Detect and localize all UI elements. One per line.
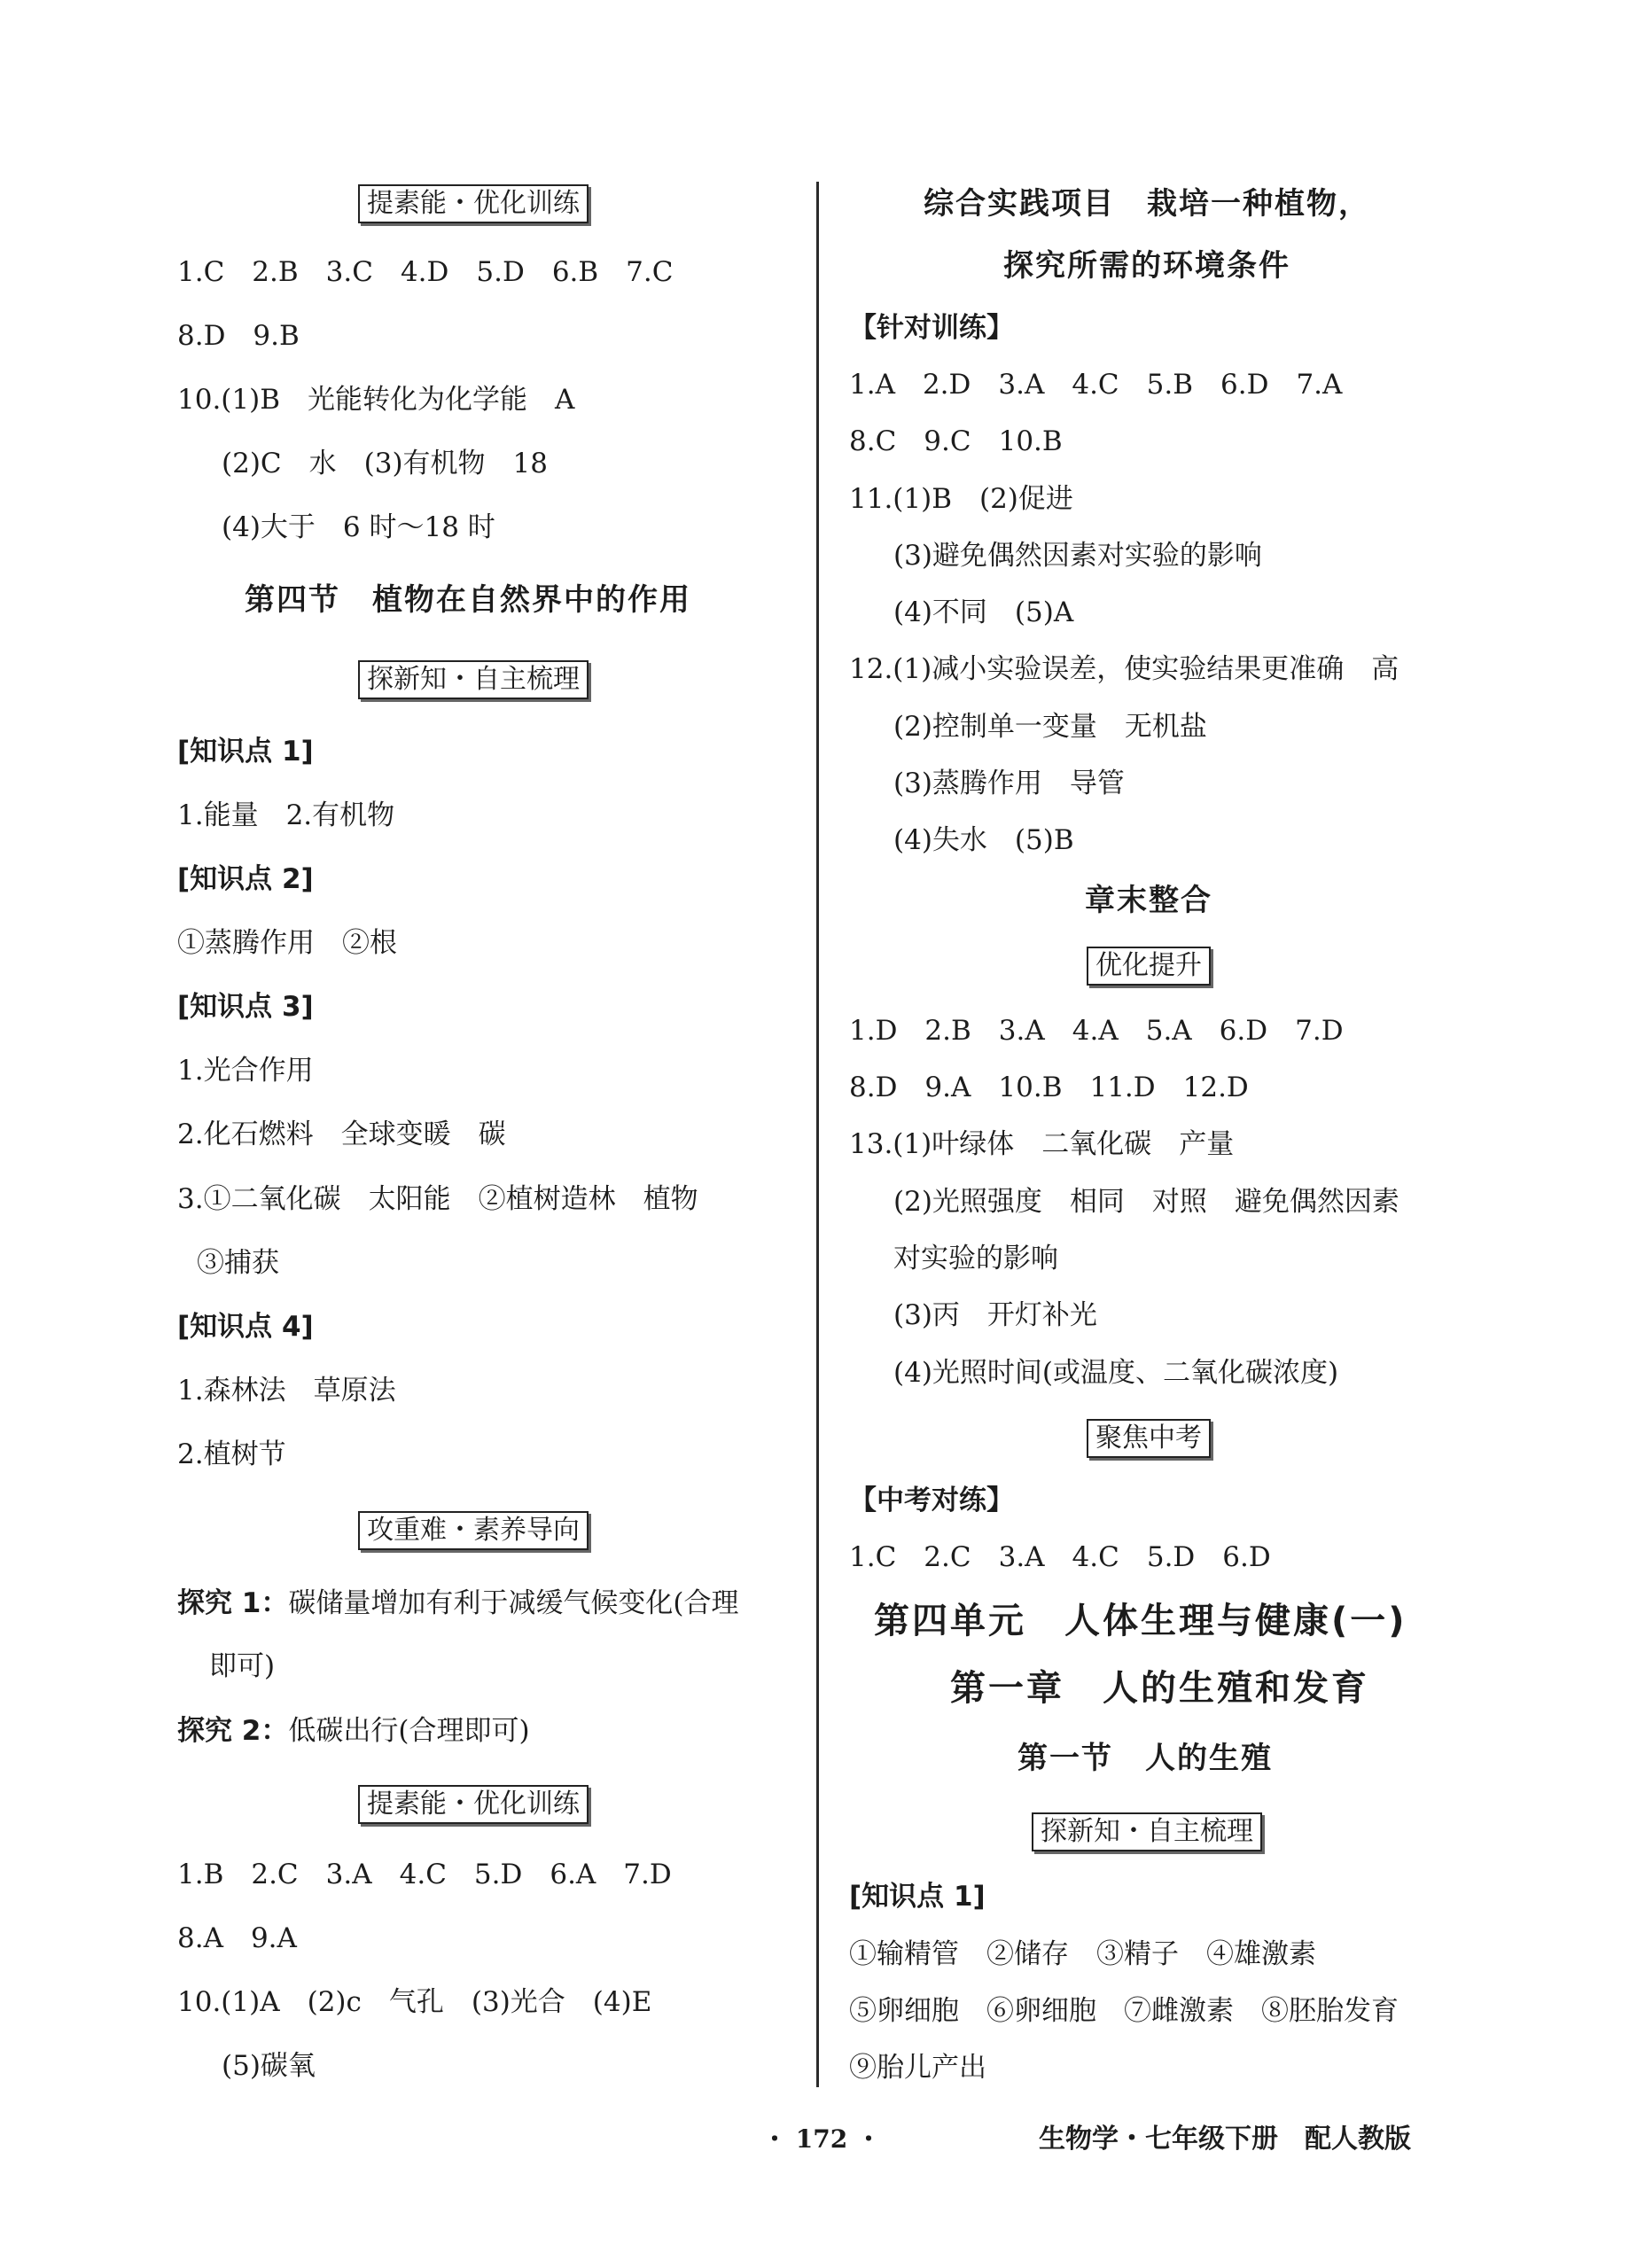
answer-line: 即可) [209, 1650, 276, 1682]
answer-line: (4)失水 (5)B [893, 824, 1074, 856]
chapter-title: 第一章 人的生殖和发育 [950, 1667, 1369, 1709]
section-box-practice: 提素能・优化训练 [358, 1785, 589, 1824]
answer-line: 1.森林法 草原法 [177, 1375, 396, 1407]
exam-practice-label: 【中考对练】 [849, 1485, 1014, 1516]
answer-line: ⑨胎儿产出 [849, 2052, 986, 2084]
explore-text: 低碳出行(合理即可) [288, 1715, 530, 1747]
answer-line: (2)光照强度 相同 对照 避免偶然因素 [893, 1186, 1399, 1218]
answer-line: 1.C 2.B 3.C 4.D 5.D 6.B 7.C [177, 256, 674, 288]
unit-title: 第四单元 人体生理与健康(一) [874, 1601, 1407, 1641]
answer-line: 8.D 9.B [177, 320, 300, 352]
answer-line: (4)光照时间(或温度、二氧化碳浓度) [893, 1357, 1339, 1389]
section-box-improve: 优化提升 [1087, 947, 1211, 986]
column-divider [816, 182, 819, 2087]
answer-line: (3)丙 开灯补光 [893, 1299, 1097, 1331]
answer-line: 8.A 9.A [177, 1922, 297, 1954]
section-box-exam-focus: 聚焦中考 [1087, 1419, 1211, 1458]
explore-label: 探究 2： [177, 1715, 289, 1747]
answer-line: ③捕获 [197, 1247, 279, 1279]
answer-line: 对实验的影响 [893, 1243, 1058, 1274]
answer-line: 8.C 9.C 10.B [849, 425, 1063, 457]
knowledge-point-label: [知识点 1] [849, 1881, 986, 1913]
answer-line: 1.A 2.D 3.A 4.C 5.B 6.D 7.A [849, 369, 1343, 401]
section-box-new-knowledge: 探新知・自主梳理 [358, 660, 589, 699]
explore-line [177, 1713, 530, 1749]
answer-line: 13.(1)叶绿体 二氧化碳 产量 [849, 1128, 1235, 1160]
answer-line: 8.D 9.A 10.B 11.D 12.D [849, 1072, 1249, 1103]
answer-line: 1.D 2.B 3.A 4.A 5.A 6.D 7.D [849, 1015, 1344, 1047]
explore-label: 探究 1： [177, 1587, 289, 1619]
section-title: 第四节 植物在自然界中的作用 [245, 582, 691, 618]
project-title-line1: 综合实践项目 栽培一种植物， [924, 186, 1370, 222]
answer-line: (2)控制单一变量 无机盐 [893, 711, 1207, 743]
answer-line: (5)碳氧 [222, 2050, 316, 2082]
explore-line [177, 1586, 738, 1621]
answer-line: 3.①二氧化碳 太阳能 ②植树造林 植物 [177, 1183, 698, 1215]
knowledge-point-label: [知识点 2] [177, 863, 314, 895]
answer-line: 1.光合作用 [177, 1055, 314, 1087]
answer-line: ⑤卵细胞 ⑥卵细胞 ⑦雌激素 ⑧胚胎发育 [849, 1995, 1399, 2027]
answer-line: (3)避免偶然因素对实验的影响 [893, 540, 1262, 572]
answer-line: ①蒸腾作用 ②根 [177, 927, 397, 959]
answer-line: (4)不同 (5)A [893, 596, 1074, 628]
chapter-summary-title: 章末整合 [1085, 883, 1212, 918]
answer-line: 1.C 2.C 3.A 4.C 5.D 6.D [849, 1541, 1271, 1573]
answer-line: (2)C 水 (3)有机物 18 [222, 448, 548, 479]
knowledge-point-label: [知识点 1] [177, 736, 314, 768]
targeted-training-label: 【针对训练】 [849, 312, 1014, 344]
answer-line: 10.(1)A (2)c 气孔 (3)光合 (4)E [177, 1986, 652, 2018]
section-box-key-difficulties: 攻重难・素养导向 [358, 1511, 589, 1550]
answer-line: 12.(1)减小实验误差，使实验结果更准确 高 [849, 653, 1399, 685]
book-title: 生物学・七年级下册 配人教版 [1039, 2124, 1411, 2155]
knowledge-point-label: [知识点 4] [177, 1311, 314, 1343]
knowledge-point-label: [知识点 3] [177, 991, 314, 1023]
answer-line: 10.(1)B 光能转化为化学能 A [177, 384, 575, 416]
page-number: ・ 172 ・ [762, 2124, 881, 2154]
section-title: 第一节 人的生殖 [1017, 1741, 1273, 1776]
answer-line: (4)大于 6 时～18 时 [222, 511, 495, 543]
answer-line: 1.B 2.C 3.A 4.C 5.D 6.A 7.D [177, 1859, 672, 1890]
answer-line: 1.能量 2.有机物 [177, 799, 395, 831]
explore-text: 碳储量增加有利于减缓气候变化(合理 [288, 1587, 739, 1619]
answer-line: 2.化石燃料 全球变暖 碳 [177, 1118, 506, 1150]
section-box-practice: 提素能・优化训练 [358, 184, 589, 223]
project-title-line2: 探究所需的环境条件 [1003, 248, 1290, 284]
section-box-new-knowledge: 探新知・自主梳理 [1032, 1812, 1262, 1851]
answer-line: 2.植树节 [177, 1438, 286, 1470]
answer-line: ①输精管 ②储存 ③精子 ④雄激素 [849, 1938, 1316, 1970]
answer-line: 11.(1)B (2)促进 [849, 483, 1073, 515]
answer-line: (3)蒸腾作用 导管 [893, 768, 1125, 799]
